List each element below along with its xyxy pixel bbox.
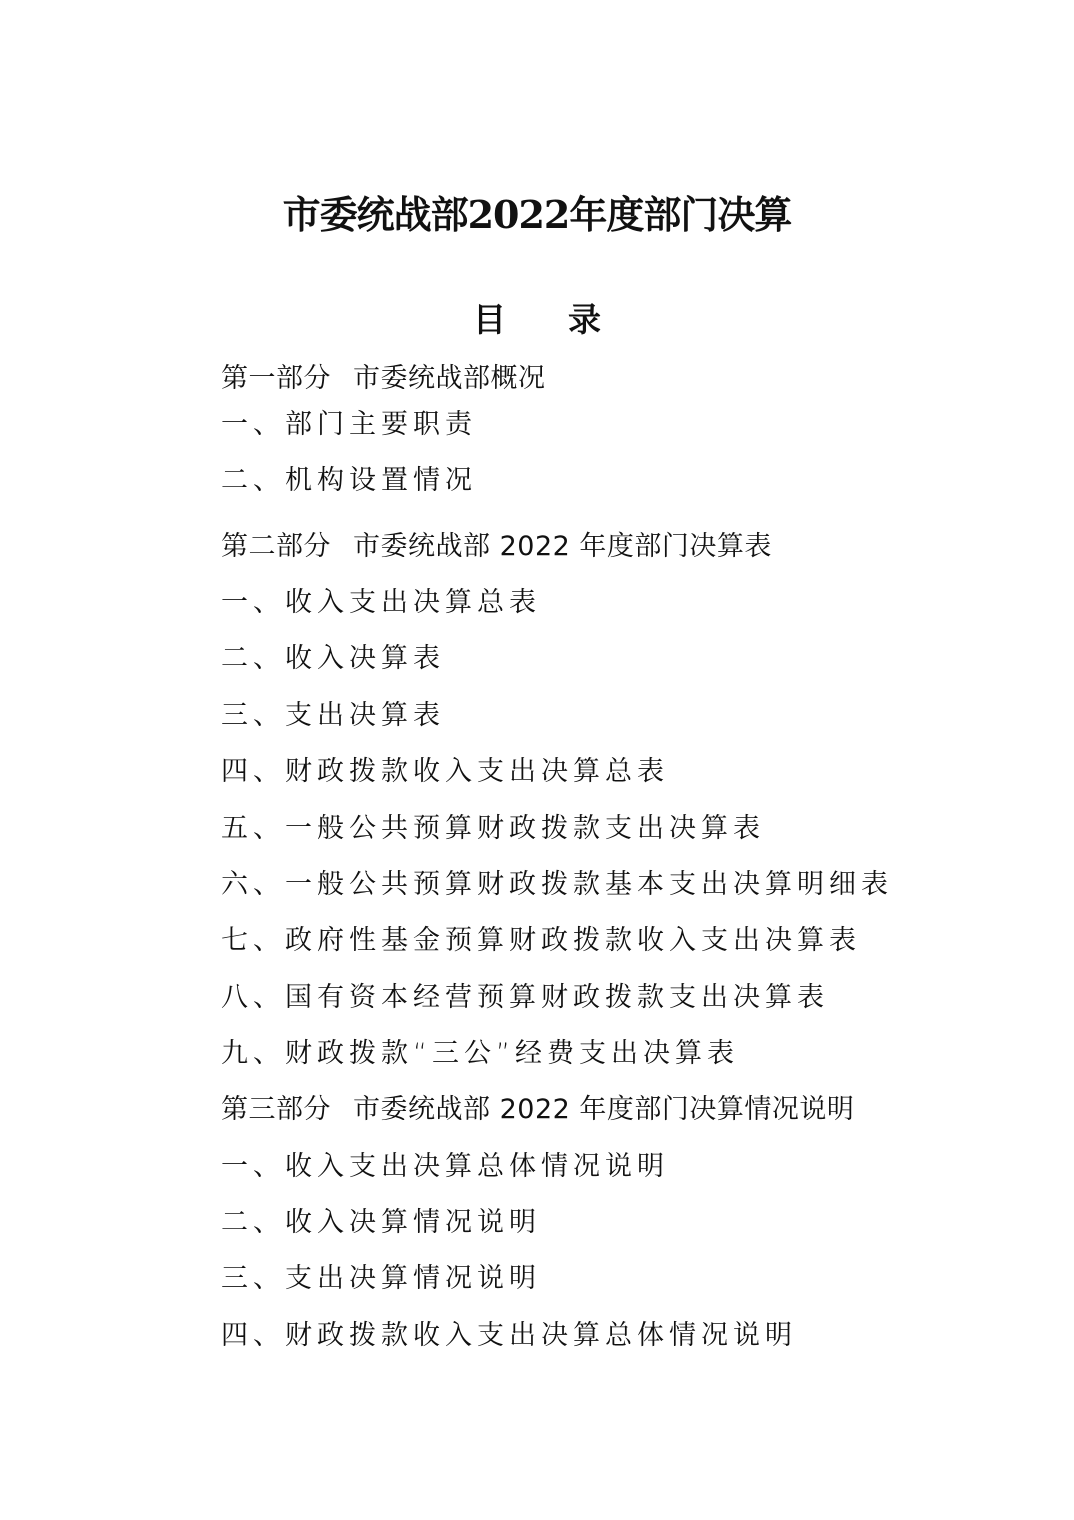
toc-item[interactable]: 二、收入决算表	[221, 643, 445, 674]
toc-item[interactable]: 四、财政拨款收入支出决算总表	[221, 756, 669, 787]
toc-item[interactable]: 六、一般公共预算财政拨款基本支出决算明细表	[221, 869, 893, 900]
toc-item[interactable]: 七、政府性基金预算财政拨款收入支出决算表	[221, 925, 861, 956]
toc-heading	[0, 296, 1074, 344]
toc-item[interactable]: 三、支出决算情况说明	[221, 1263, 541, 1294]
document-title: 市委统战部2022年度部门决算	[282, 192, 792, 237]
toc-item[interactable]: 八、国有资本经营预算财政拨款支出决算表	[221, 982, 829, 1013]
toc-part-name: 市委统战部 2022 年度部门决算表	[353, 531, 772, 562]
toc-item[interactable]: 九、财政拨款“三公”经费支出决算表	[221, 1038, 739, 1069]
toc-part-1-heading[interactable]	[221, 359, 546, 399]
toc-part-label: 第一部分	[221, 363, 331, 394]
toc-heading-right: 录	[568, 300, 601, 339]
toc-part-name: 市委统战部 2022 年度部门决算情况说明	[353, 1094, 855, 1125]
toc-part-2-heading[interactable]	[221, 527, 772, 567]
toc-part-label: 第二部分	[221, 531, 331, 562]
toc-item[interactable]: 一、部门主要职责	[221, 409, 477, 440]
toc-heading-left: 目	[473, 300, 506, 339]
toc-item[interactable]: 四、财政拨款收入支出决算总体情况说明	[221, 1320, 797, 1351]
toc-part-3-heading[interactable]	[221, 1090, 854, 1130]
toc-part-label: 第三部分	[221, 1094, 331, 1125]
toc-item[interactable]: 二、收入决算情况说明	[221, 1207, 541, 1238]
toc-item[interactable]: 五、一般公共预算财政拨款支出决算表	[221, 813, 765, 844]
toc-item[interactable]: 三、支出决算表	[221, 700, 445, 731]
toc-item[interactable]: 一、收入支出决算总体情况说明	[221, 1151, 669, 1182]
toc-part-name: 市委统战部概况	[353, 363, 546, 394]
toc-item[interactable]: 二、机构设置情况	[221, 465, 477, 496]
toc-item[interactable]: 一、收入支出决算总表	[221, 587, 541, 618]
